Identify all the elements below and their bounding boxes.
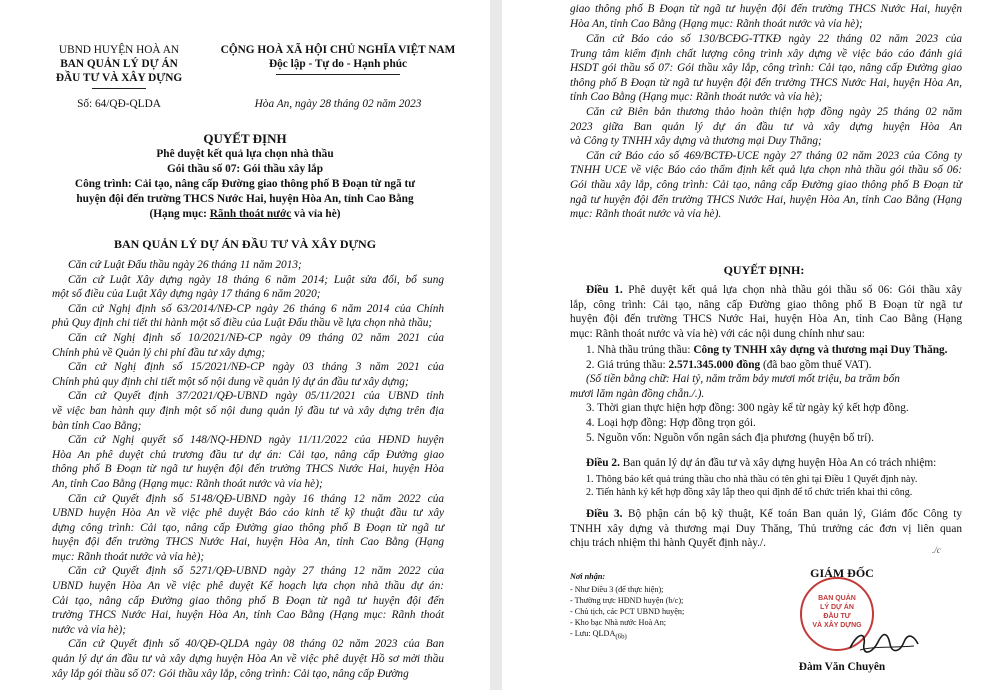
recipient-item: - Kho bạc Nhà nước Hoà An; [570, 618, 667, 627]
recipient-item: - Thường trực HĐND huyện (b/c); [570, 596, 684, 605]
document-page-right [502, 0, 1000, 690]
legal-basis-right-0-line: Trung tâm kiểm định chất lượng công trình xây dựng về việc báo cáo đánh giá [570, 47, 962, 60]
signer-name: Đàm Văn Chuyên [798, 661, 886, 673]
legal-basis-2-line: Căn cứ Nghị định số 63/2014/NĐ-CP ngày 26 tháng 6 năm 2014 của Chính [68, 302, 444, 315]
legal-basis-6-line: An, tỉnh Cao Bằng (Hạng mục: Rãnh thoát nước và vỉa hè); [52, 477, 323, 490]
legal-basis-continuation [570, 2, 962, 31]
package-name: Gói thầu số 07: Gói thầu xây lắp [167, 163, 323, 175]
art1-line: huyện đội đến trường THCS Nước Hai, huyện Hòa An, tỉnh Cao Bằng (Hạng [570, 313, 962, 326]
org-underline [92, 88, 146, 89]
art1-line: mục: Rãnh thoát nước và vỉa hè) với các nội dung chính như sau: [570, 327, 865, 340]
legal-basis-3-line: Căn cứ Nghị định số 10/2021/NĐ-CP ngày 09 tháng 02 năm 2021 của [68, 331, 444, 344]
issuing-authority: BAN QUẢN LÝ DỰ ÁN ĐẦU TƯ VÀ XÂY DỰNG [113, 237, 377, 251]
article-1 [570, 283, 962, 341]
legal-basis-right-2-line: TNHH UCE về việc Báo cáo thẩm định kết quả lựa chọn nhà thầu gói thầu số 06: [570, 164, 962, 177]
motto: Độc lập - Tự do - Hạnh phúc [268, 58, 408, 70]
legal-basis-8-line: Căn cứ Quyết định số 5271/QĐ-UBND ngày 27 tháng 12 năm 2022 của [68, 565, 444, 578]
legal-basis-right-0-line: thông phố B Đoạn từ ngã tư huyện đội đến trường THCS Nước Hai, huyện Hòa An, [570, 76, 962, 89]
legal-basis-3-line: Chính phủ về Quản lý chi phí đầu tư xây dựng; [52, 346, 266, 359]
art1-line: Điều 1. Phê duyệt kết quả lựa chọn nhà thầu gói thầu số 06: Gói thầu xây [586, 284, 962, 296]
legal-basis-8-line: Cải tạo, nâng cấp Đường giao thông phố B Đoạn từ ngã tư huyện đội đến [52, 594, 444, 607]
legal-basis-7-line: Căn cứ Quyết định số 5148/QĐ-UBND ngày 16 tháng 12 năm 2022 của [68, 492, 444, 505]
winning-contractor: 1. Nhà thầu trúng thầu: Công ty TNHH xây dựng và thương mại Duy Thăng. [586, 344, 948, 356]
legal-basis-7-line: UBND huyện Hòa An về việc phê duyệt Báo cáo kinh tế kỹ thuật đầu tư xây [52, 507, 444, 520]
legal-basis-right-1-line: và Công ty TNHH xây dựng và thương mại Duy Thăng; [570, 135, 822, 148]
legal-basis-right-2-line: Căn cứ Báo cáo số 469/BCTĐ-UCE ngày 27 tháng 02 năm 2023 của Công ty [586, 149, 962, 162]
article-2: Điều 2. Ban quản lý dự án đầu tư và xây dựng huyện Hòa An có trách nhiệm: [586, 457, 937, 469]
handwritten-initials: ./c [932, 545, 941, 555]
legal-basis-right-0-line: Căn cứ Báo cáo số 130/BCĐG-TTKĐ ngày 22 tháng 02 năm 2023 của [586, 33, 962, 45]
org-name-line2: ĐẦU TƯ VÀ XÂY DỰNG [55, 72, 183, 84]
price-in-words-line2: mươi lăm ngàn đồng chẵn./.). [570, 387, 705, 400]
art3-line: chịu trách nhiệm thi hành Quyết định này./. [570, 537, 766, 550]
continuation-line: Hòa An, tỉnh Cao Bằng (Hạng mục: Rãnh thoát nước và vỉa hè); [570, 17, 863, 30]
legal-basis-0-line: Căn cứ Luật Đấu thầu ngày 26 tháng 11 năm 2013; [68, 259, 302, 271]
legal-basis-1-line: Căn cứ Luật Xây dựng ngày 18 tháng 6 năm 2014; Luật sửa đổi, bổ sung [68, 273, 444, 286]
art1-line: lắp, công trình: Cải tạo, nâng cấp Đường giao thông phố B Đoạn từ ngã tư [570, 298, 962, 311]
legal-basis-6-line: Căn cứ Nghị quyết số 148/NQ-HĐND ngày 11/11/2022 của HĐND huyện [68, 434, 444, 447]
legal-bases-list-continued [570, 32, 962, 222]
org-name-line1: BAN QUẢN LÝ DỰ ÁN [60, 58, 178, 70]
nation-header: CỘNG HOÀ XÃ HỘI CHỦ NGHĨA VIỆT NAM [220, 44, 456, 56]
legal-basis-6-line: thông phố B Đoạn từ ngã tư huyện đội đến trường THCS Nước Hai, huyện Hòa [52, 463, 444, 476]
legal-basis-9-line: quản lý dự án đầu tư và xây dựng huyện Hòa An về việc phê duyệt Hồ sơ mời thầu [52, 653, 444, 666]
legal-bases-list [52, 258, 444, 681]
legal-basis-4-line: Căn cứ Nghị định số 15/2021/NĐ-CP ngày 03 tháng 3 năm 2021 của [68, 361, 444, 374]
place-date: Hòa An, ngày 28 tháng 02 năm 2023 [254, 98, 422, 110]
decision-subtitle: Phê duyệt kết quả lựa chọn nhà thầu [156, 148, 334, 160]
contract-type: 4. Loại hợp đồng: Hợp đồng trọn gói. [586, 416, 756, 429]
recipient-item: - Như Điều 3 (để thực hiện); [570, 585, 664, 594]
legal-basis-1-line: một số điều của Luật Xây dựng ngày 17 tháng 6 năm 2020; [52, 288, 321, 301]
art3-line: Điều 3. Bộ phận cán bộ kỹ thuật, Kế toán Ban quản lý, Giám đốc Công ty [586, 508, 962, 520]
legal-basis-right-2-line: mục: Rãnh thoát nước và vỉa hè). [570, 208, 722, 221]
legal-basis-6-line: Hòa An phê duyệt chủ trương đầu tư dự án: Cải tạo, nâng cấp Đường giao [52, 448, 444, 461]
article-3 [570, 507, 962, 551]
document-page-left [0, 0, 490, 690]
org-parent: UBND HUYỆN HOÀ AN [58, 44, 180, 56]
motto-underline [276, 74, 400, 75]
continuation-line: giao thông phố B Đoạn từ ngã tư huyện đội đến trường THCS Nước Hai, huyện [570, 3, 962, 15]
legal-basis-8-line: nước và vỉa hè); [52, 623, 126, 636]
signer-title: GIÁM ĐỐC [810, 566, 874, 580]
doc-number: Số: 64/QĐ-QLDA [77, 98, 161, 110]
legal-basis-9-line: Căn cứ Quyết định số 40/QĐ-QLDA ngày 08 tháng 02 năm 2023 của Ban [68, 638, 444, 651]
official-seal: BAN QUẢN LÝ DỰ ÁN ĐẦU TƯ VÀ XÂY DỰNG [800, 577, 874, 651]
recipients-list [570, 584, 770, 643]
art3-line: TNHH xây dựng và thương mại Duy Thăng, Thủ trưởng các đơn vị liên quan [570, 522, 962, 535]
winning-price: 2. Giá trúng thầu: 2.571.345.000 đồng (đã bao gồm thuế VAT). [586, 358, 872, 371]
price-in-words-line1: (Số tiền bằng chữ: Hai tỷ, năm trăm bảy mươi mốt triệu, ba trăm bốn [586, 373, 900, 386]
legal-basis-8-line: trường THCS Nước Hai, huyện Hòa An, tỉnh Cao Bằng (Hạng mục: Rãnh thoát [52, 609, 444, 622]
legal-basis-5-line: bàn tỉnh Cao Bằng; [52, 419, 142, 432]
recipients-label: Nơi nhận: [570, 572, 606, 581]
project-name-line1: Công trình: Cải tạo, nâng cấp Đường giao thông phố B Đoạn từ ngã tư [74, 178, 416, 190]
legal-basis-9-line: xây lắp gói thầu số 07: Gói thầu xây lắp, công trình: Cải tạo, nâng cấp Đường [52, 667, 409, 680]
decision-title: QUYẾT ĐỊNH [203, 131, 287, 146]
legal-basis-5-line: về việc ban hành quy định một số nội dung quản lý đầu tư và xây dựng trên địa [52, 404, 444, 417]
decision-heading: QUYẾT ĐỊNH: [723, 263, 805, 277]
legal-basis-7-line: huyện đội đến trường THCS Nước Hai, huyện Hòa An, tỉnh Cao Bằng (Hạng [52, 536, 444, 549]
article-2-items: 1. Thông báo kết quả trúng thầu cho nhà thầu có tên ghi tại Điều 1 Quyết định này. 2. Tiến hành ký kết hợp đồng xây lắp theo qui định để tổ chức triển khai thi công. [586, 474, 918, 498]
legal-basis-right-0-line: tỉnh Cao Bằng (Hạng mục: Rãnh thoát nước và vỉa hè); [570, 91, 823, 104]
recipient-item: - Lưu: $QLDA_{(6b)}$ [570, 629, 627, 641]
article-1-items [570, 343, 962, 445]
legal-basis-right-1-line: Căn cứ Biên bản thương thảo hoàn thiện hợp đồng ngày 25 tháng 02 năm [586, 105, 962, 118]
legal-basis-8-line: UBND huyện Hòa An về việc phê duyệt Kế hoạch lựa chọn nhà thầu dự án: [52, 580, 444, 593]
legal-basis-right-1-line: 2023 giữa Ban quản lý dự án đầu tư và xây dựng huyện Hòa An [570, 120, 962, 133]
legal-basis-right-2-line: Gói thầu xây lắp, công trình: Cải tạo, nâng cấp Đường giao thông phố B Đoạn từ [570, 178, 962, 191]
signature [848, 628, 920, 656]
legal-basis-5-line: Căn cứ Quyết định 37/2021/QĐ-UBND ngày 05/11/2021 của UBND tỉnh [68, 390, 444, 403]
legal-basis-2-line: phủ Quy định chi tiết thi hành một số điều của Luật Đấu thầu về lựa chọn nhà thầu; [52, 317, 433, 330]
funding-source: 5. Nguồn vốn: Nguồn vốn ngân sách địa phương (huyện bố trí). [586, 431, 874, 444]
project-category: (Hạng mục: Rãnh thoát nước và vỉa hè) [149, 208, 341, 220]
project-name-line2: huyện đội đến trường THCS Nước Hai, huyện Hòa An, tỉnh Cao Bằng [76, 193, 414, 205]
contract-duration: 3. Thời gian thực hiện hợp đồng: 300 ngày kể từ ngày ký kết hợp đồng. [586, 402, 909, 415]
legal-basis-right-0-line: HSDT gói thầu số 07: Gói thầu xây lắp, công trình: Cải tạo, nâng cấp Đường giao [570, 62, 962, 75]
legal-basis-4-line: Chính phủ quy định chi tiết một số nội dung về quản lý dự án đầu tư xây dựng; [52, 375, 409, 388]
recipient-item: - Chủ tịch, các PCT UBND huyện; [570, 607, 685, 616]
legal-basis-right-2-line: ngã tư huyện đội đến trường THCS Nước Hai, huyện Hòa An, tỉnh Cao Bằng (Hạng [570, 193, 962, 206]
legal-basis-7-line: dựng công trình: Cải tạo, nâng cấp Đường giao thông phố B Đoạn từ ngã tư [52, 521, 444, 534]
legal-basis-7-line: mục: Rãnh thoát nước và vỉa hè); [52, 550, 205, 563]
